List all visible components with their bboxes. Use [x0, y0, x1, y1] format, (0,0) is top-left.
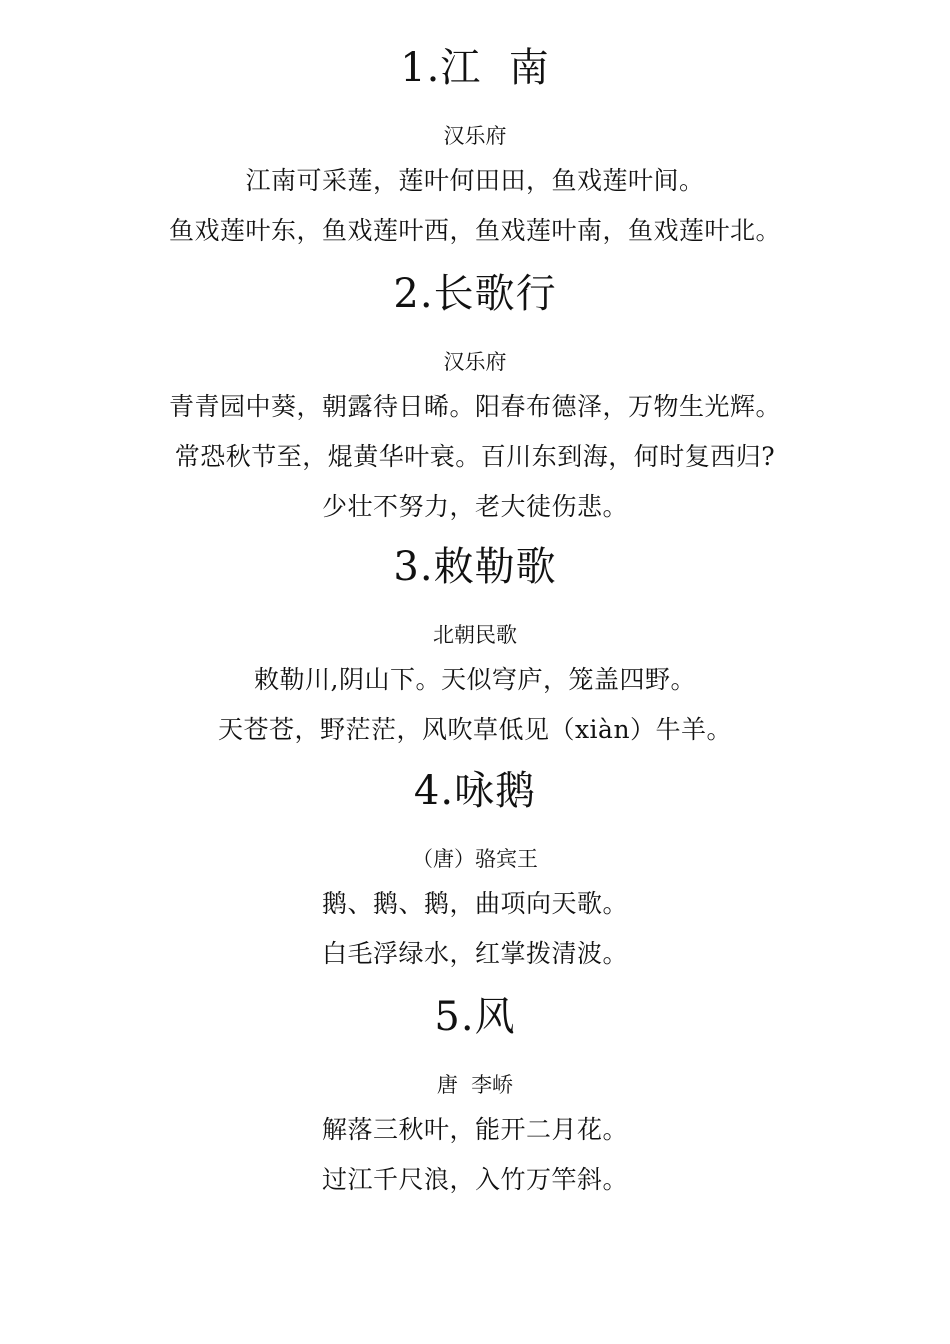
- poem-line: 解落三秋叶，能开二月花。: [321, 1115, 628, 1144]
- poem-author: 汉乐府: [443, 124, 507, 148]
- poem-title: 4.咏鹅: [413, 768, 537, 814]
- poem-author: 北朝民歌: [433, 623, 517, 647]
- poem-changgexing: [0, 268, 950, 532]
- poem-body: [0, 156, 950, 256]
- poem-line: 少壮不努力，老大徒伤悲。: [321, 492, 628, 521]
- poem-line: 鹅、鹅、鹅，曲项向天歌。: [321, 889, 628, 918]
- poem-author: 唐 李峤: [436, 1073, 514, 1097]
- poem-title: 5.风: [434, 994, 516, 1040]
- poem-body: [0, 1105, 950, 1205]
- poem-body: [0, 382, 950, 532]
- poem-line: 白毛浮绿水，红掌拨清波。: [321, 939, 628, 968]
- poem-line: 青青园中葵，朝露待日晞。阳春布德泽，万物生光辉。: [168, 392, 781, 421]
- poem-author: 汉乐府: [443, 350, 507, 374]
- poem-line: 鱼戏莲叶东，鱼戏莲叶西，鱼戏莲叶南，鱼戏莲叶北。: [168, 216, 781, 245]
- poem-feng: [0, 991, 950, 1205]
- poem-yonge: [0, 765, 950, 979]
- poem-line: 天苍苍，野茫茫，风吹草低见（xiàn）牛羊。: [217, 715, 733, 744]
- poem-line: 敕勒川,阴山下。天似穹庐，笼盖四野。: [254, 665, 696, 694]
- poem-title: 2.长歌行: [393, 271, 557, 317]
- poem-body: [0, 655, 950, 755]
- poem-title: 1.江 南: [400, 45, 550, 91]
- poem-author: （唐）骆宾王: [412, 847, 538, 871]
- poem-line: 江南可采莲，莲叶何田田，鱼戏莲叶间。: [245, 166, 705, 195]
- poem-jiangnan: [0, 42, 950, 256]
- poem-line: 常恐秋节至，焜黄华叶衰。百川东到海，何时复西归?: [174, 442, 776, 471]
- poem-title: 3.敕勒歌: [393, 544, 557, 590]
- poem-line: 过江千尺浪，入竹万竿斜。: [321, 1165, 628, 1194]
- poem-body: [0, 879, 950, 979]
- poem-chilege: [0, 541, 950, 755]
